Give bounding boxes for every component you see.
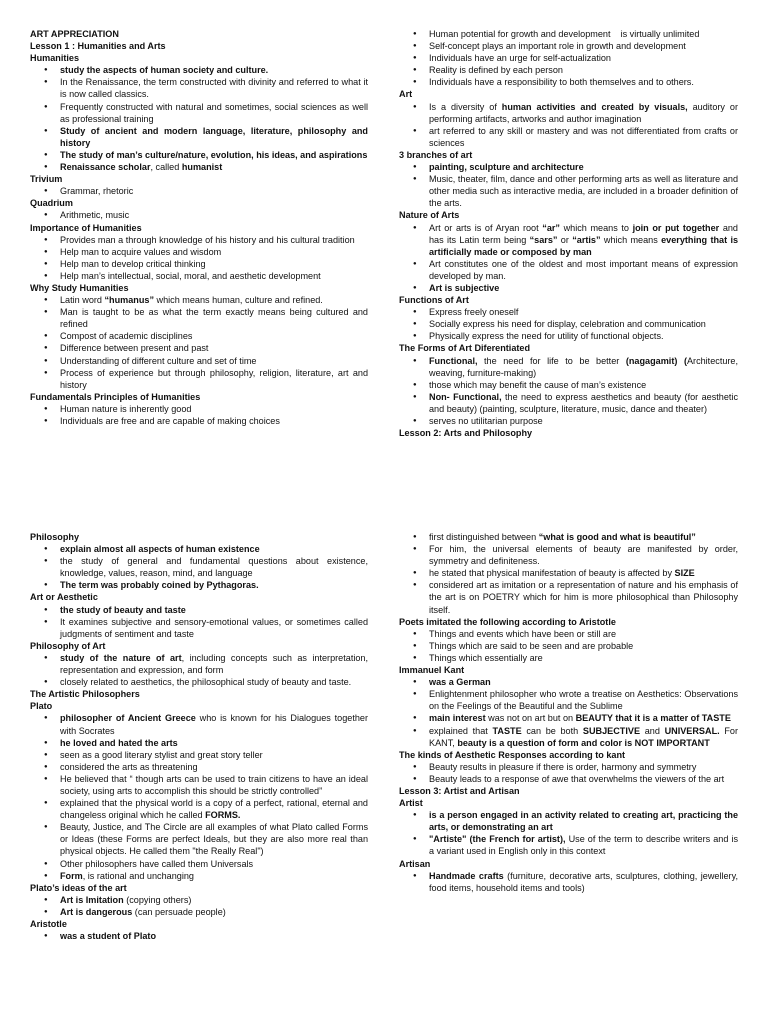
section-heading: Artist <box>399 798 423 809</box>
list-item: ● Art is Imitation (copying others) <box>60 894 368 906</box>
list-item: ● Beauty leads to a response of awe that overwhelms the viewers of the art <box>429 773 738 785</box>
list-item: ● It examines subjective and sensory-emotional values, or sometimes called judgments of sentiment and taste <box>60 616 368 640</box>
list-item: ● Enlightenment philosopher who wrote a treatise on Aesthetics: Observations on the Feelings of the Beautiful and the Sublime <box>429 688 738 712</box>
list-item: ● is a person engaged in an activity related to creating art, practicing the arts, or demonstrating an art <box>429 809 738 833</box>
list-item: ● closely related to aesthetics, the philosophical study of beauty and taste. <box>60 676 368 688</box>
bullet-list <box>399 355 738 428</box>
list-item: ● Other philosophers have called them Universals <box>60 858 368 870</box>
bullet-list <box>30 712 368 881</box>
list-item: ● Process of experience but through philosophy, religion, literature, art and history <box>60 367 368 391</box>
section-heading: Trivium <box>30 174 63 185</box>
section-heading: The Artistic Philosophers <box>30 689 140 700</box>
list-item: ● those which may benefit the cause of man’s existence <box>429 379 738 391</box>
list-item: ● was a student of Plato <box>60 930 368 942</box>
list-item: ● Beauty results in pleasure if there is order, harmony and symmetry <box>429 761 738 773</box>
list-item: ● Man is taught to be as what the term exactly means being cultured and refined <box>60 306 368 330</box>
list-item: ● Art is dangerous (can persuade people) <box>60 906 368 918</box>
section-heading: Poets imitated the following according to Aristotle <box>399 616 616 627</box>
list-item: ● Human potential for growth and development is virtually unlimited <box>429 28 738 40</box>
section-heading: Plato’s ideas of the art <box>30 882 127 893</box>
bullet-list <box>399 628 738 664</box>
list-item: ● explained that the physical world is a copy of a perfect, rational, eternal and changeless original which he called FORMS. <box>60 797 368 821</box>
page1-left-column <box>30 28 368 427</box>
list-item: ● was a German <box>429 676 738 688</box>
section-heading: Immanuel Kant <box>399 665 465 676</box>
section-heading: Nature of Arts <box>399 210 460 221</box>
list-item: ● Human nature is inherently good <box>60 403 368 415</box>
list-item: ● Is a diversity of human activities and created by visuals, auditory or performing artifacts, artworks and author imagination <box>429 101 738 125</box>
list-item: ● Form, is rational and unchanging <box>60 870 368 882</box>
list-item: ● considered the arts as threatening <box>60 761 368 773</box>
list-item: ● he stated that physical manifestation of beauty is affected by SIZE <box>429 567 738 579</box>
list-item: ● In the Renaissance, the term constructed with divinity and referred to what it is now called classics. <box>60 76 368 100</box>
bullet-list <box>399 161 738 209</box>
list-item: ● Socially express his need for display, celebration and communication <box>429 318 738 330</box>
list-item: ● Grammar, rhetoric <box>60 185 368 197</box>
bullet-list <box>30 652 368 688</box>
list-item: ● serves no utilitarian purpose <box>429 415 738 427</box>
list-item: ● Reality is defined by each person <box>429 64 738 76</box>
list-item: ● philosopher of Ancient Greece who is known for his Dialogues together with Socrates <box>60 712 368 736</box>
section-heading: Lesson 2: Arts and Philosophy <box>399 428 533 439</box>
list-item: ● Difference between present and past <box>60 342 368 354</box>
list-item: ● art referred to any skill or mastery and was not differentiated from crafts or sciences <box>429 125 738 149</box>
section-heading: Lesson 3: Artist and Artisan <box>399 785 520 796</box>
list-item: ● Renaissance scholar, called humanist <box>60 161 368 173</box>
section-heading: Lesson 1 : Humanities and Arts <box>30 41 166 52</box>
list-item: ● study of the nature of art, including concepts such as interpretation, representation and expression, and form <box>60 652 368 676</box>
section-heading: Quadrium <box>30 198 73 209</box>
bullet-list <box>30 234 368 282</box>
list-item: ● Self-concept plays an important role in growth and development <box>429 40 738 52</box>
bullet-list <box>399 28 738 88</box>
section-heading: 3 branches of art <box>399 149 473 160</box>
list-item: ● He believed that “ though arts can be used to train citizens to have an ideal society, using arts to accomplish this should be strictly controlled” <box>60 773 368 797</box>
list-item: ● he loved and hated the arts <box>60 737 368 749</box>
page1-right-column <box>399 28 738 439</box>
list-item: ● Frequently constructed with natural and sometimes, social sciences as well as professional training <box>60 101 368 125</box>
page2-right-column <box>399 531 738 894</box>
list-item: ● considered art as imitation or a representation of nature and his emphasis of the art is on POETRY which for him is more philosophical than Philosophy itself. <box>429 579 738 615</box>
bullet-list <box>399 870 738 894</box>
list-item: ● Art or arts is of Aryan root “ar” which means to join or put together and has its Latin term being “sars” or “artis” which means everything that is artificially made or composed by man <box>429 222 738 258</box>
list-item: ● main interest was not on art but on BEAUTY that it is a matter of TASTE <box>429 712 738 724</box>
section-heading: Fundamentals Principles of Humanities <box>30 391 201 402</box>
section-heading: Plato <box>30 701 53 712</box>
bullet-list <box>30 185 368 197</box>
bullet-list <box>399 676 738 749</box>
section-heading: Why Study Humanities <box>30 282 129 293</box>
bullet-list <box>399 531 738 616</box>
bullet-list <box>30 604 368 640</box>
list-item: ● study the aspects of human society and culture. <box>60 64 368 76</box>
bullet-list <box>399 101 738 149</box>
section-heading: Humanities <box>30 53 80 64</box>
bullet-list <box>399 809 738 857</box>
list-item: ● Functional, the need for life to be better (nagagamit) (Architecture, weaving, furniture-making) <box>429 355 738 379</box>
section-heading: The Forms of Art Diferentiated <box>399 343 531 354</box>
section-heading: Art or Aesthetic <box>30 592 98 603</box>
list-item: ● Individuals have an urge for self-actualization <box>429 52 738 64</box>
list-item: ● Beauty, Justice, and The Circle are all examples of what Plato called Forms or Ideas (these Forms are perfect Ideals, but they are also more real than physical objects. He called them "the Really Real") <box>60 821 368 857</box>
bullet-list <box>30 209 368 221</box>
list-item: ● Arithmetic, music <box>60 209 368 221</box>
list-item: ● Things which essentially are <box>429 652 738 664</box>
section-heading: Art <box>399 89 413 100</box>
list-item: ● Non- Functional, the need to express aesthetics and beauty (for aesthetic and beauty) (painting, sculpture, literature, music, dance and theater) <box>429 391 738 415</box>
list-item: ● The term was probably coined by Pythagoras. <box>60 579 368 591</box>
list-item: ● seen as a good literary stylist and great story teller <box>60 749 368 761</box>
section-heading: ART APPRECIATION <box>30 29 119 39</box>
bullet-list <box>30 403 368 427</box>
section-heading: Philosophy <box>30 532 80 542</box>
list-item: ● The study of man’s culture/nature, evolution, his ideas, and aspirations <box>60 149 368 161</box>
list-item: ● Express freely oneself <box>429 306 738 318</box>
page2-left-column <box>30 531 368 942</box>
bullet-list <box>30 294 368 391</box>
list-item: ● the study of general and fundamental questions about existence, knowledge, values, reason, mind, and language <box>60 555 368 579</box>
section-heading: Importance of Humanities <box>30 222 142 233</box>
list-item: ● Compost of academic disciplines <box>60 330 368 342</box>
list-item: ● Music, theater, film, dance and other performing arts as well as literature and other media such as interactive media, are included in a broader definition of the arts. <box>429 173 738 209</box>
list-item: ● Individuals are free and are capable of making choices <box>60 415 368 427</box>
list-item: ● Understanding of different culture and set of time <box>60 355 368 367</box>
bullet-list <box>30 64 368 173</box>
section-heading: Functions of Art <box>399 295 469 306</box>
list-item: ● Study of ancient and modern language, literature, philosophy and history <box>60 125 368 149</box>
list-item: ● first distinguished between “what is good and what is beautiful” <box>429 531 738 543</box>
list-item: ● the study of beauty and taste <box>60 604 368 616</box>
bullet-list <box>30 894 368 918</box>
bullet-list <box>399 761 738 785</box>
list-item: ● Help man’s intellectual, social, moral, and aesthetic development <box>60 270 368 282</box>
bullet-list <box>399 306 738 342</box>
list-item: ● Help man to develop critical thinking <box>60 258 368 270</box>
section-heading: The kinds of Aesthetic Responses according to kant <box>399 749 626 760</box>
list-item: ● Things and events which have been or still are <box>429 628 738 640</box>
list-item: ● Provides man a through knowledge of his history and his cultural tradition <box>60 234 368 246</box>
list-item: ● "Artiste" (the French for artist), Use of the term to describe writers and is a variant used in English only in this context <box>429 833 738 857</box>
list-item: ● Things which are said to be seen and are probable <box>429 640 738 652</box>
list-item: ● explained that TASTE can be both SUBJECTIVE and UNIVERSAL. For KANT, beauty is a question of form and color is NOT IMPORTANT <box>429 725 738 749</box>
list-item: ● Help man to acquire values and wisdom <box>60 246 368 258</box>
list-item: ● Latin word “humanus” which means human, culture and refined. <box>60 294 368 306</box>
bullet-list <box>399 222 738 295</box>
section-heading: Artisan <box>399 858 431 869</box>
section-heading: Philosophy of Art <box>30 640 106 651</box>
list-item: ● For him, the universal elements of beauty are manifested by order, symmetry and definiteness. <box>429 543 738 567</box>
list-item: ● painting, sculpture and architecture <box>429 161 738 173</box>
list-item: ● Individuals have a responsibility to both themselves and to others. <box>429 76 738 88</box>
list-item: ● Art is subjective <box>429 282 738 294</box>
list-item: ● Physically express the need for utility of functional objects. <box>429 330 738 342</box>
section-heading: Aristotle <box>30 919 67 929</box>
bullet-list <box>30 930 368 942</box>
list-item: ● explain almost all aspects of human existence <box>60 543 368 555</box>
list-item: ● Art constitutes one of the oldest and most important means of expression developed by man. <box>429 258 738 282</box>
list-item: ● Handmade crafts (furniture, decorative arts, sculptures, clothing, jewellery, food items, household items and tools) <box>429 870 738 894</box>
bullet-list <box>30 543 368 591</box>
